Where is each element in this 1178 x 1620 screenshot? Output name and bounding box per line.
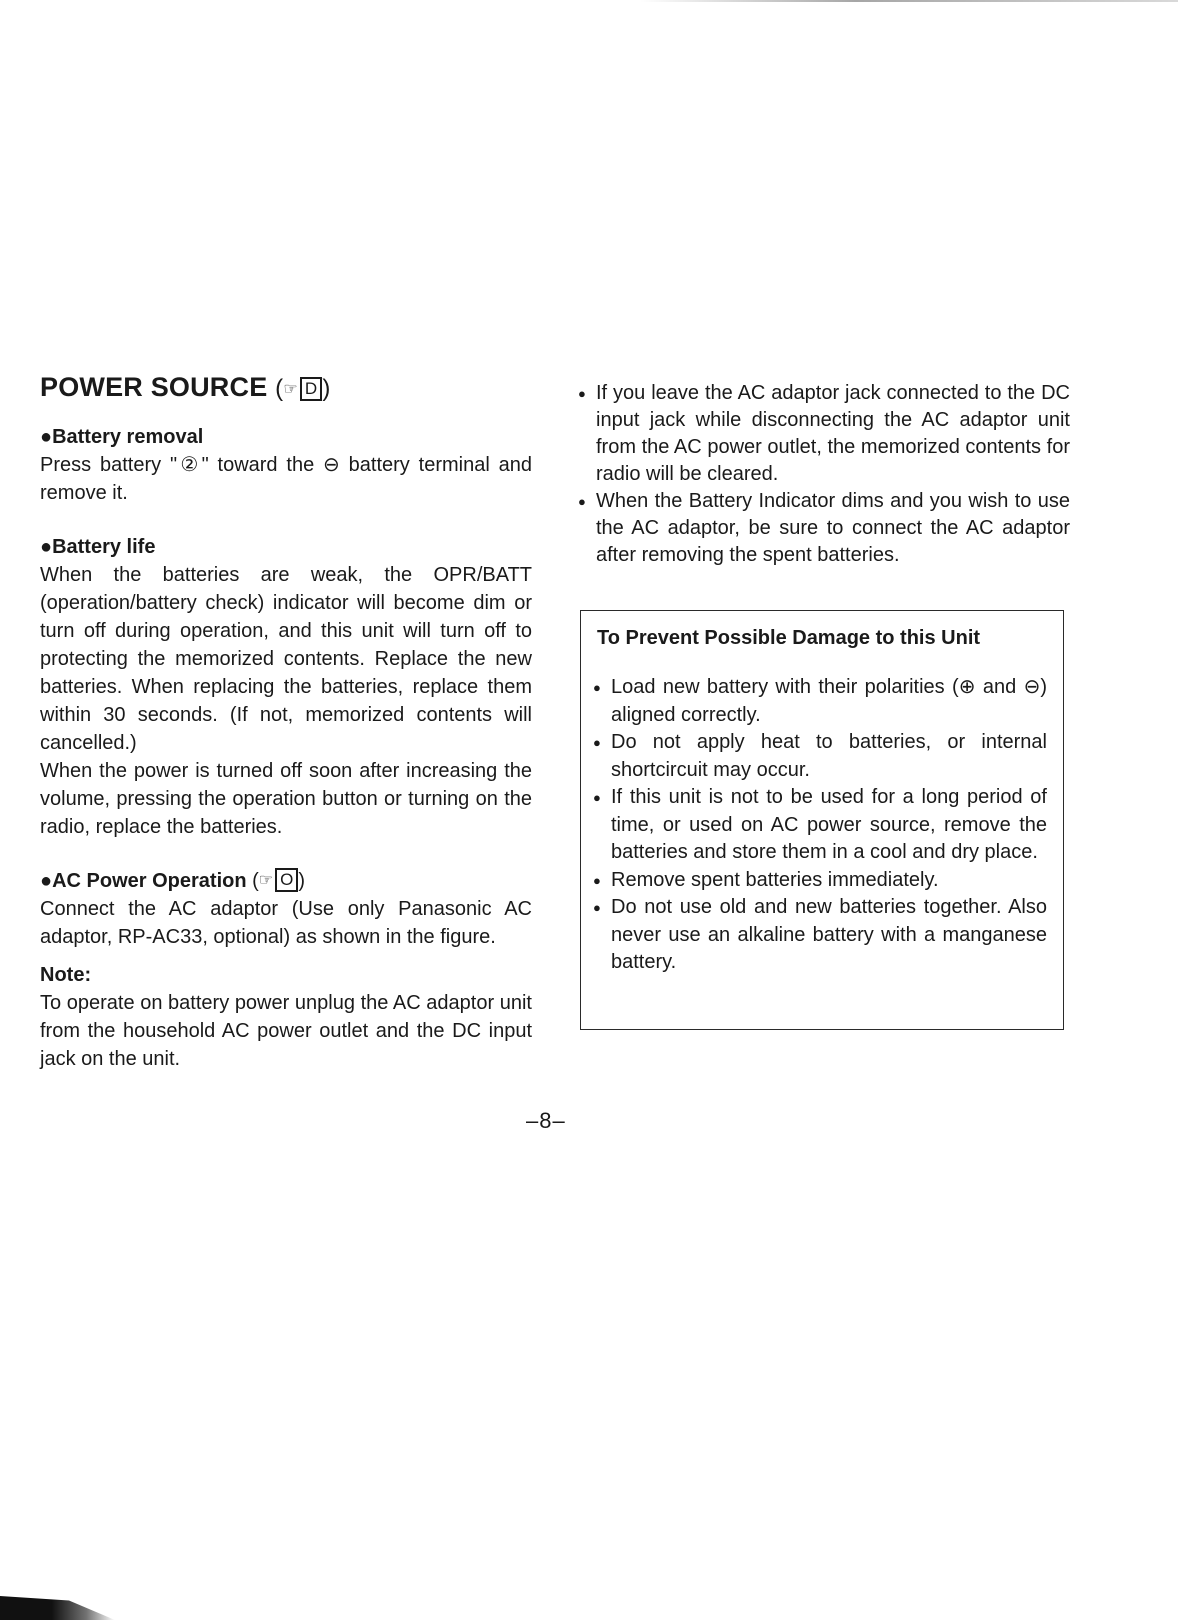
- ac-ref-open-paren: (: [252, 870, 259, 892]
- section-title-reference: [275, 375, 330, 402]
- section-title-text: POWER SOURCE: [40, 372, 268, 402]
- page-number: –8–: [526, 1108, 566, 1133]
- battery-life-heading: ●Battery life: [40, 536, 156, 558]
- scan-edge-line: [640, 0, 1178, 2]
- list-item: ● If this unit is not to be used for a long period of time, or used on AC power source, remove the batteries and store them in a cool and dry place.: [597, 784, 1047, 867]
- figure-ref-box: O: [275, 868, 298, 892]
- scan-corner-mark: [0, 1590, 115, 1620]
- list-item: ● Load new battery with their polarities (⊕ and ⊖) aligned correctly.: [597, 674, 1047, 729]
- left-column: [40, 372, 532, 1073]
- battery-removal-heading: ●Battery removal: [40, 426, 204, 448]
- right-column: [582, 380, 1070, 569]
- pointing-hand-icon: ☞: [283, 381, 298, 398]
- ref-close-paren: ): [322, 375, 331, 402]
- battery-removal-text: Press battery "②" toward the ⊖ battery terminal and remove it.: [40, 454, 532, 504]
- ref-open-paren: (: [275, 375, 284, 402]
- note-text: To operate on battery power unplug the AC adaptor unit from the household AC power outlet and the DC input jack on the unit.: [40, 992, 532, 1070]
- pointing-hand-icon: ☞: [258, 872, 274, 889]
- list-item: ● Remove spent batteries immediately.: [597, 867, 1047, 895]
- warning-title: To Prevent Possible Damage to this Unit: [597, 627, 981, 649]
- figure-ref-box: D: [300, 377, 322, 401]
- ac-power-text: Connect the AC adaptor (Use only Panasonic AC adaptor, RP-AC33, optional) as shown in the figure.: [40, 898, 532, 948]
- ac-ref-close-paren: ): [298, 870, 306, 892]
- list-item: ● When the Battery Indicator dims and you wish to use the AC adaptor, be sure to connect the AC adaptor after removing the spent batteries.: [582, 488, 1070, 569]
- section-title: [40, 372, 532, 403]
- list-item: ● If you leave the AC adaptor jack connected to the DC input jack while disconnecting the AC adaptor unit from the AC power outlet, the memorized contents for radio will be cleared.: [582, 380, 1070, 488]
- battery-life-text: When the batteries are weak, the OPR/BATT (operation/battery check) indicator will become dim or turn off during operation, and this unit will turn off to protecting the memorized contents. Replace the new batteries. When replacing the batteries, replace them within 30 seconds. (If not, memorized contents will cancelled.): [40, 564, 532, 754]
- note-heading: Note:: [40, 964, 92, 986]
- ac-power-reference: [252, 870, 305, 892]
- warning-box: [580, 610, 1064, 1030]
- warning-list: [597, 674, 1047, 977]
- list-item: ● Do not use old and new batteries together. Also never use an alkaline battery with a manganese battery.: [597, 894, 1047, 977]
- battery-life-text-2: When the power is turned off soon after increasing the volume, pressing the operation button or turning on the radio, replace the batteries.: [40, 760, 532, 838]
- ac-power-heading: [40, 867, 532, 895]
- ac-power-heading-text: ●AC Power Operation: [40, 870, 247, 892]
- ac-adaptor-notes: [582, 380, 1070, 569]
- list-item: ● Do not apply heat to batteries, or internal shortcircuit may occur.: [597, 729, 1047, 784]
